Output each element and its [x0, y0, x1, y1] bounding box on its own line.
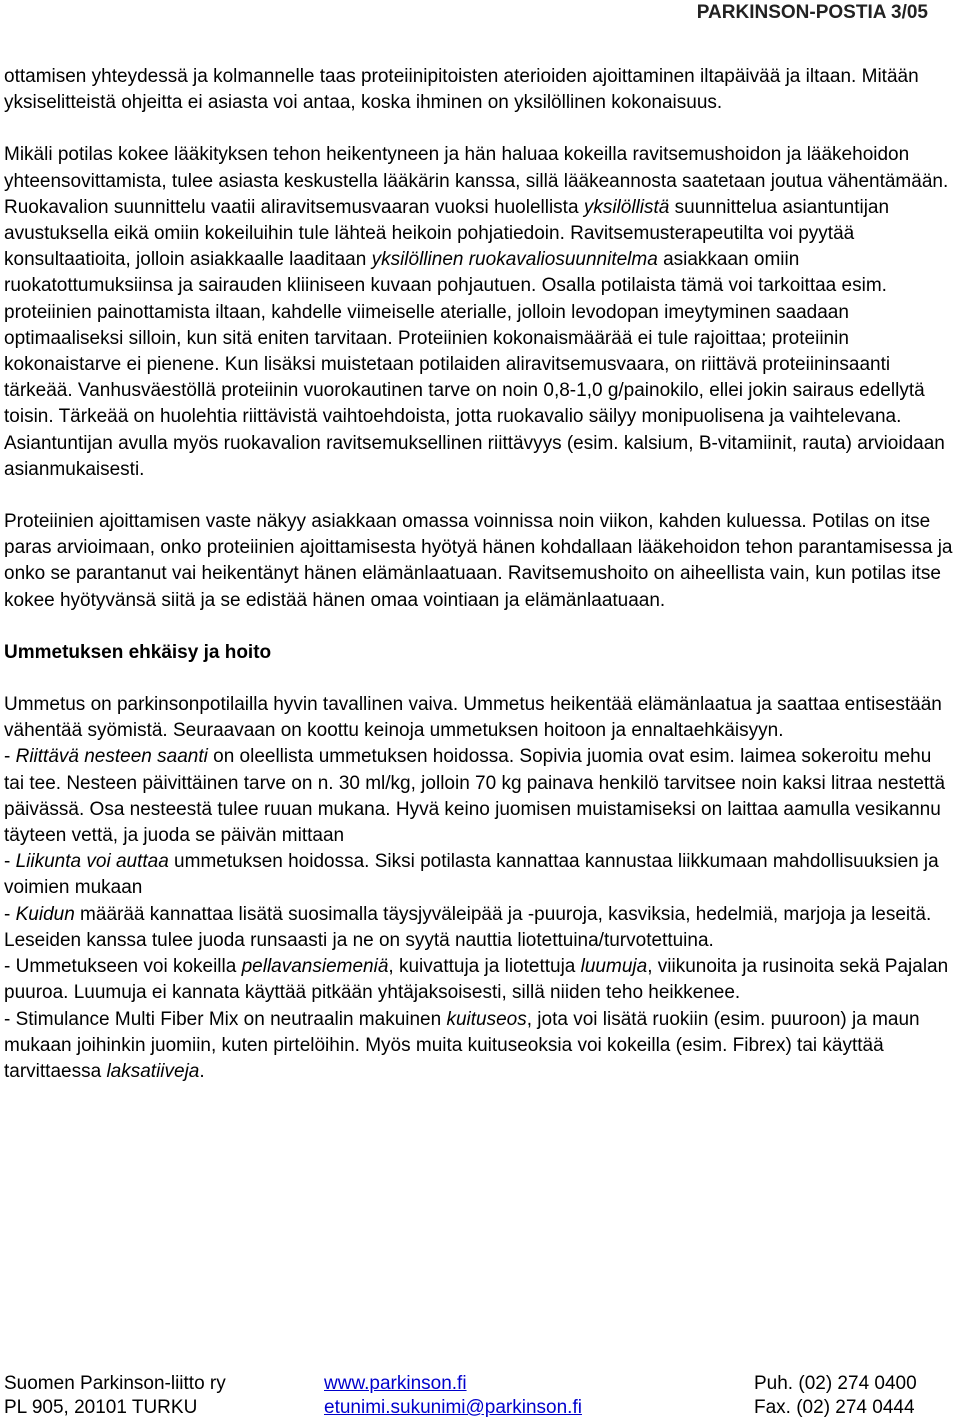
- emphasis-text: Riittävä nesteen saanti: [15, 746, 208, 768]
- emphasis-text: yksilöllinen ruokavaliosuunnitelma: [371, 249, 658, 271]
- bullet-dash: -: [4, 903, 16, 925]
- text-run: on oleellista ummetuksen hoidossa. Sopivia juomia ovat esim. laimea sokeroitu mehu tai tee. Nesteen päivittäinen tarve on n. 30 ml/kg, jolloin 70 kg painava henkilö tarvitsee noin kaksi litraa nestettä päivässä. Osa nesteestä tulee ruuan mukana. Hyvä keino juomisen muistamiseksi on laittaa aamulla vesikannu täyteen vettä, ja juoda se päivän mittaan: [4, 746, 946, 847]
- paragraph-constipation: Ummetus on parkinsonpotilailla hyvin tavallinen vaiva. Ummetus heikentää elämänlaatua ja saattaa entisestään vähentää syömistä. Seuraavaan on koottu keinoja ummetuksen hoitoon ja ennaltaehkäisyyn.: [4, 694, 942, 742]
- text-run: määrää kannattaa lisätä suosimalla täysjyväleipää ja -puuroja, kasviksia, hedelmiä, marjoja ja leseitä. Leseiden kanssa tulee juoda runsaasti ja ne on syytä nauttia liotettuina/turvotettuina.: [4, 903, 932, 951]
- paragraph-nutrition-therapy: [4, 142, 956, 483]
- emphasis-text: yksilöllistä: [583, 196, 670, 218]
- footer-email-link[interactable]: etunimi.sukunimi@parkinson.fi: [324, 1397, 582, 1418]
- footer-fax: Fax. (02) 274 0444: [754, 1397, 915, 1418]
- emphasis-text: luumuja: [580, 956, 648, 978]
- section-heading: Ummetuksen ehkäisy ja hoito: [4, 641, 272, 663]
- list-item-remedies: [4, 954, 956, 1006]
- text-run: .: [199, 1060, 205, 1082]
- emphasis-text: kuituseos: [446, 1008, 527, 1030]
- footer-row-2: [4, 1396, 954, 1420]
- text-run: , jota voi lisätä ruokiin (esim. puuroon) ja maun mukaan joihinkin juomiin, kuten pirtelöihin. Myös muita kuituseoksia voi kokeilla (esim. Fibrex) tai käyttää tarvittaessa: [4, 1008, 920, 1082]
- paragraph-protein-timing: Proteiinien ajoittamisen vaste näkyy asiakkaan omassa voinnissa noin viikon, kahden kuluessa. Potilas on itse paras arvioimaan, onko proteiinien ajoittamisesta hyötyä hänen kohdallaan lääkehoidon tehon parantamisessa ja onko se parantanut vai heikentänyt hänen elämänlaatuaan. Ravitsemushoito on aiheellista vain, kun potilas itse kokee hyötyvänsä siitä ja se edistää hänen omaa vointiaan ja elämänlaatuaan.: [4, 511, 953, 611]
- spacer: [4, 666, 956, 692]
- text-run: Mikäli potilas kokee lääkityksen tehon heikentyneen ja hän haluaa kokeilla ravitsemushoidon ja lääkehoidon yhteensovittamista, tulee asiasta keskustella lääkärin kanssa, sillä lääkeannosta saatetaan joutua vähentämään. Ruokavalion suunnittelu vaatii aliravitsemusvaaran vuoksi huolellista: [4, 144, 949, 218]
- text-run: asiakkaan omiin ruokatottumuksiinsa ja sairauden kliiniseen kuvaan pohjautuen. Osalla potilaista tämä voi tarkoittaa esim. proteiinien painottamista iltaan, kahdelle viimeiselle aterialle, jolloin levodopan imeytyminen saadaan optimaaliseksi silloin, kun sitä eniten tarvitaan. Proteiinien kokonaismäärää ei tule rajoittaa; proteiinin kokonaistarve ei pienene. Kun lisäksi muistetaan potilaiden aliravitsemusvaara, on riittävä proteiininsaanti tärkeää. Vanhusväestöllä proteiinin vuorokautinen tarve on noin 0,8‑1,0 g/painokilo, ellei jokin sairaus edellytä toisin. Tärkeää on huolehtia riittävistä vaihtoehdoista, jotta ruokavalio säilyy monipuolisena ja vaihtelevana. Asiantuntijan avulla myös ruokavalion ravitsemuksellinen riittävyys (esim. kalsium, B-vitamiinit, rauta) arvioidaan asianmukaisesti.: [4, 249, 945, 480]
- list-item-fluids: [4, 744, 956, 849]
- bullet-dash: -: [4, 851, 16, 873]
- text-run: , viikunoita ja rusinoita sekä Pajalan puuroa. Luumuja ei kannata käyttää pitkään yhtäjaksoisesti, sillä niiden teho heikkenee.: [4, 956, 949, 1004]
- text-run: ummetuksen hoidossa. Siksi potilasta kannattaa kannustaa liikkumaan mahdollisuuksien ja voimien mukaan: [4, 851, 939, 899]
- spacer: [4, 614, 956, 640]
- emphasis-text: pellavansiemeniä: [241, 956, 389, 978]
- list-item-fiber: [4, 902, 956, 954]
- footer-row-1: [4, 1372, 954, 1396]
- footer-phone: Puh. (02) 274 0400: [754, 1373, 917, 1394]
- emphasis-text: Kuidun: [15, 903, 75, 925]
- text-run: - Ummetukseen voi kokeilla: [4, 956, 242, 978]
- emphasis-text: Liikunta voi auttaa: [15, 851, 169, 873]
- text-run: suunnittelua asiantuntijan avustuksella eikä omiin kokeiluihin tule lähteä heikoin pohjatiedoin. Ravitsemusterapeutilta voi pyytää konsultaatioita, jolloin asiakkaalle laaditaan: [4, 196, 890, 271]
- list-item-fiber-mix: [4, 1007, 956, 1086]
- footer-website-link[interactable]: www.parkinson.fi: [324, 1373, 467, 1394]
- bullet-dash: -: [4, 746, 16, 768]
- text-run: , kuivattuja ja liotettuja: [388, 956, 581, 978]
- spacer: [4, 116, 956, 142]
- list-item-exercise: [4, 849, 956, 901]
- spacer: [4, 483, 956, 509]
- page-header-title: PARKINSON-POSTIA 3/05: [696, 2, 928, 23]
- text-run: - Stimulance Multi Fiber Mix on neutraalin makuinen: [4, 1008, 447, 1030]
- footer-address: PL 905, 20101 TURKU: [4, 1397, 198, 1418]
- article-body: [4, 64, 956, 1085]
- emphasis-text: laksatiiveja: [106, 1060, 200, 1082]
- paragraph-intro: ottamisen yhteydessä ja kolmannelle taas proteiinipitoisten aterioiden ajoittaminen iltapäivää ja iltaan. Mitään yksiselitteistä ohjeitta ei asiasta voi antaa, koska ihminen on yksilöllinen kokonaisuus.: [4, 66, 919, 114]
- footer-org-name: Suomen Parkinson-liitto ry: [4, 1373, 226, 1394]
- page-footer: [4, 1372, 954, 1420]
